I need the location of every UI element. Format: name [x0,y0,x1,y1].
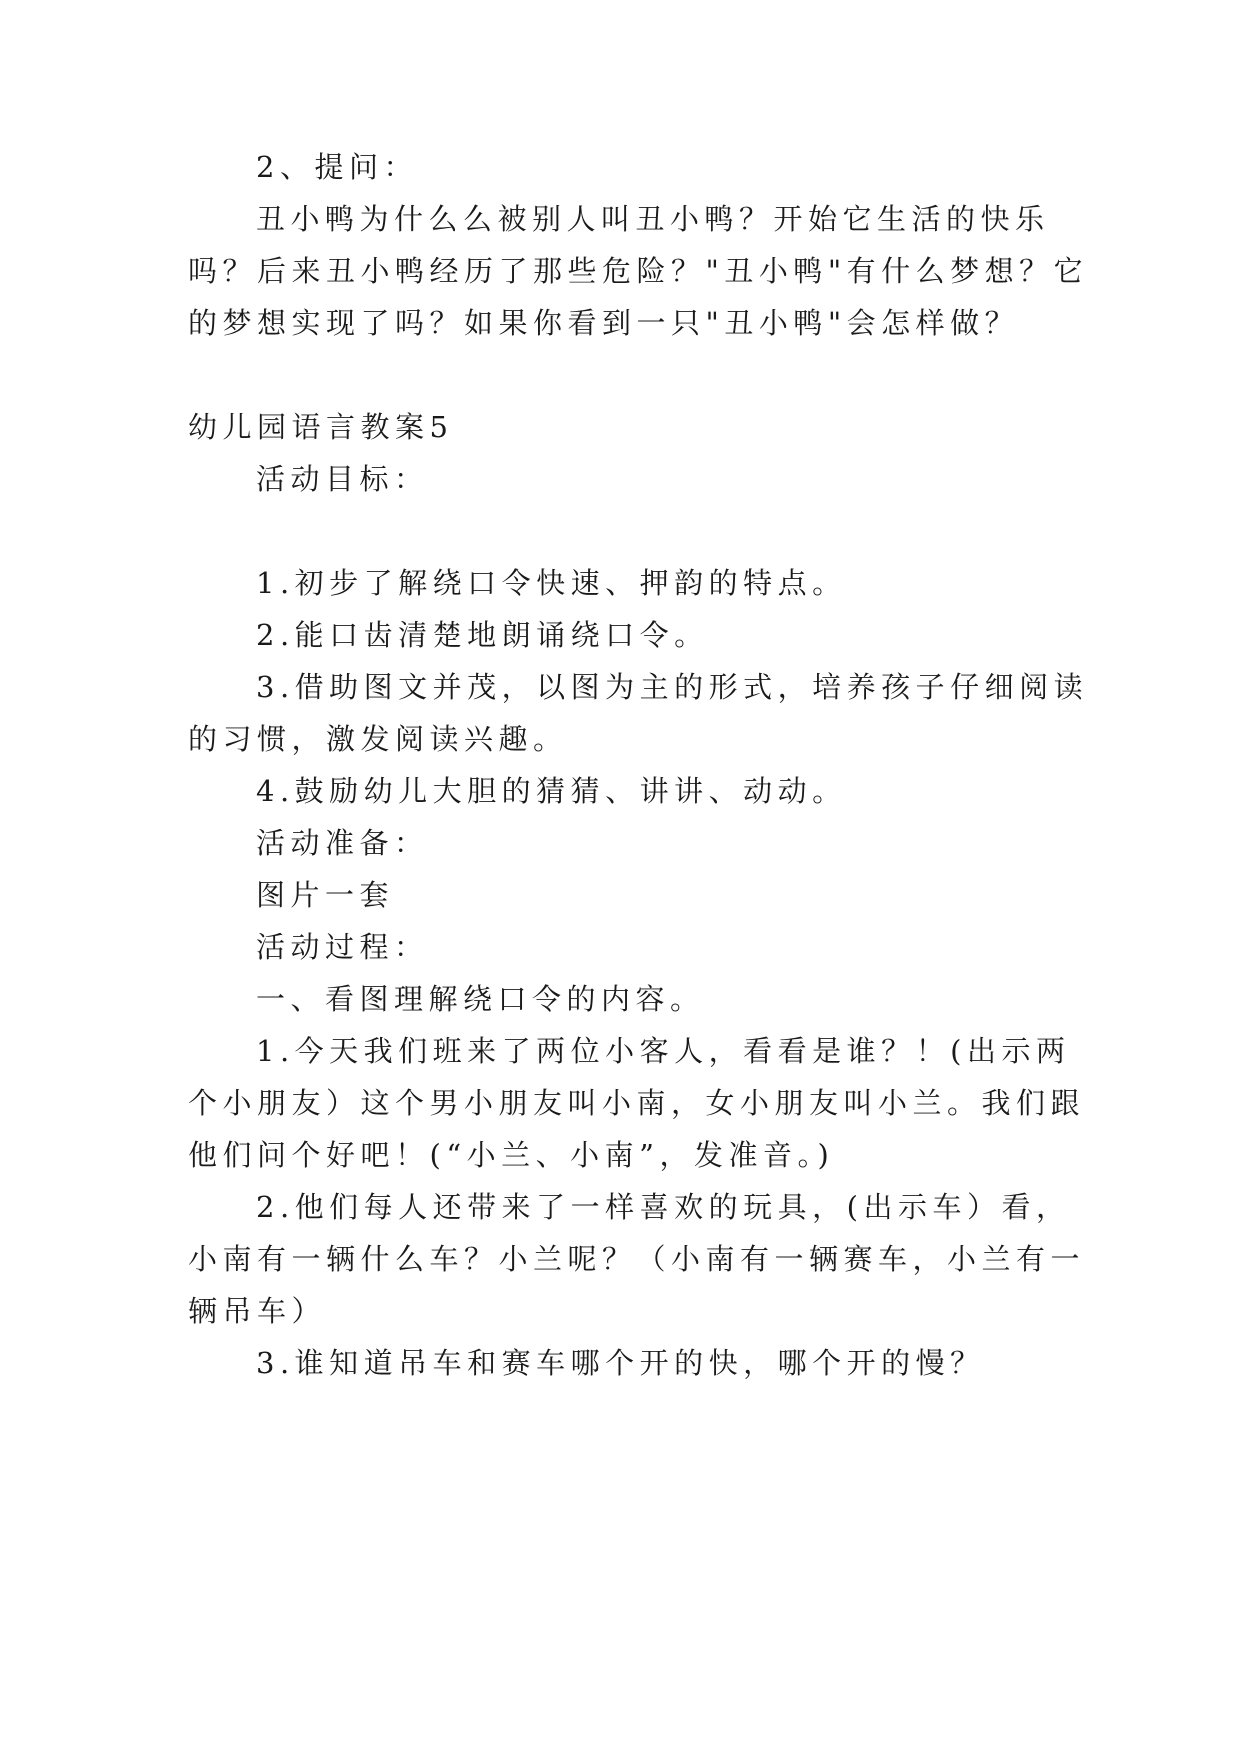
section-heading-question: 2、提问： [256,150,418,184]
paragraph-line: 吗？后来丑小鸭经历了那些危险？"丑小鸭"有什么梦想？它 [188,254,1089,288]
process-line: 2.他们每人还带来了一样喜欢的玩具，(出示车）看， [256,1190,1071,1224]
process-heading: 活动过程： [256,930,429,964]
goal-item: 1.初步了解绕口令快速、押韵的特点。 [256,566,847,600]
paragraph-line: 丑小鸭为什么么被别人叫丑小鸭？开始它生活的快乐 [256,202,1050,236]
process-line: 3.谁知道吊车和赛车哪个开的快，哪个开的慢？ [256,1346,985,1380]
goal-item: 4.鼓励幼儿大胆的猜猜、讲讲、动动。 [256,774,847,808]
prep-item: 图片一套 [256,878,395,912]
section-title: 幼儿园语言教案5 [188,410,454,444]
process-line: 个小朋友）这个男小朋友叫小南，女小朋友叫小兰。我们跟 [188,1086,1086,1120]
paragraph-line: 的梦想实现了吗？如果你看到一只"丑小鸭"会怎样做？ [188,306,1020,340]
goal-item: 2.能口齿清楚地朗诵绕口令。 [256,618,709,652]
prep-heading: 活动准备： [256,826,429,860]
process-line: 1.今天我们班来了两位小客人，看看是谁？！(出示两 [256,1034,1071,1068]
process-line: 他们问个好吧！(“小兰、小南”，发准音。) [188,1138,835,1172]
process-step-heading: 一、看图理解绕口令的内容。 [256,982,705,1016]
goals-heading: 活动目标： [256,462,429,496]
goal-item-continued: 的习惯，激发阅读兴趣。 [188,722,568,756]
goal-item: 3.借助图文并茂，以图为主的形式，培养孩子仔细阅读 [256,670,1089,704]
process-line: 辆吊车） [188,1294,327,1328]
process-line: 小南有一辆什么车？小兰呢？（小南有一辆赛车，小兰有一 [188,1242,1086,1276]
